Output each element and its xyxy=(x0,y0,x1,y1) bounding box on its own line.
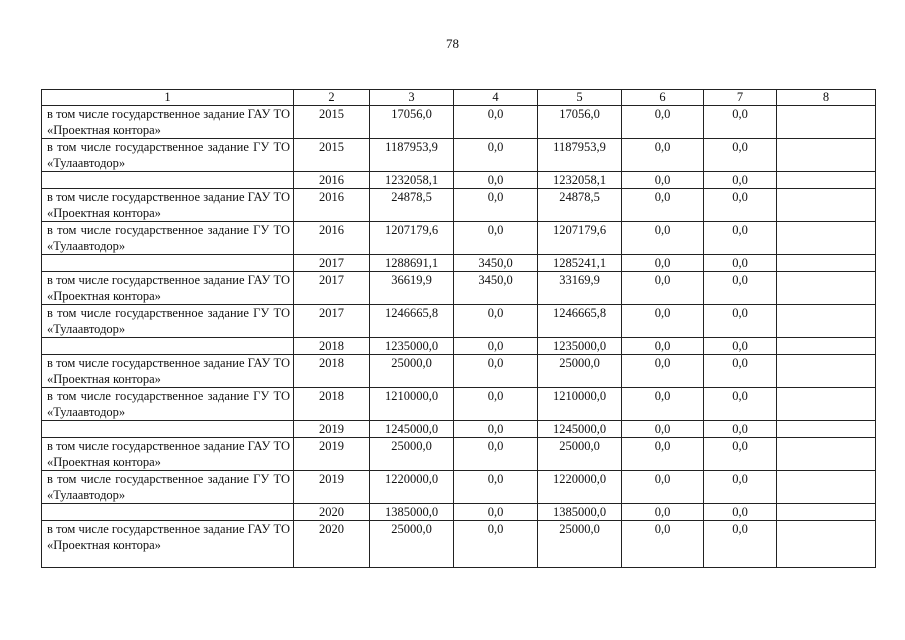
col8-cell xyxy=(777,438,876,471)
col8-cell xyxy=(777,355,876,388)
year-cell: 2018 xyxy=(294,355,370,388)
total-cell: 25000,0 xyxy=(370,521,454,568)
col6-cell: 0,0 xyxy=(622,355,704,388)
table-body xyxy=(42,106,876,568)
col5-cell: 1246665,8 xyxy=(538,305,622,338)
table-row xyxy=(42,305,876,338)
col8-cell xyxy=(777,106,876,139)
year-cell: 2015 xyxy=(294,139,370,172)
col4-cell: 0,0 xyxy=(454,438,538,471)
col8-cell xyxy=(777,139,876,172)
table-row xyxy=(42,521,876,568)
table-row xyxy=(42,338,876,355)
total-cell: 25000,0 xyxy=(370,355,454,388)
col6-cell: 0,0 xyxy=(622,388,704,421)
row-name-cell: в том числе государственное задание ГУ ТО «Тулаавтодор» xyxy=(42,471,294,504)
col5-cell: 25000,0 xyxy=(538,355,622,388)
col5-cell: 25000,0 xyxy=(538,438,622,471)
budget-table xyxy=(41,89,876,568)
col8-cell xyxy=(777,521,876,568)
col8-cell xyxy=(777,255,876,272)
col8-cell xyxy=(777,471,876,504)
col5-cell: 1207179,6 xyxy=(538,222,622,255)
row-name-cell: в том числе государственное задание ГАУ ТО «Проектная контора» xyxy=(42,272,294,305)
row-name-cell: в том числе государственное задание ГУ ТО «Тулаавтодор» xyxy=(42,388,294,421)
col6-cell: 0,0 xyxy=(622,471,704,504)
col6-cell: 0,0 xyxy=(622,272,704,305)
year-cell: 2017 xyxy=(294,255,370,272)
col5-cell: 24878,5 xyxy=(538,189,622,222)
col7-cell: 0,0 xyxy=(704,255,777,272)
col5-cell: 33169,9 xyxy=(538,272,622,305)
col8-cell xyxy=(777,189,876,222)
row-name-cell xyxy=(42,421,294,438)
col7-cell: 0,0 xyxy=(704,388,777,421)
col7-cell: 0,0 xyxy=(704,305,777,338)
table-row xyxy=(42,355,876,388)
column-header: 5 xyxy=(538,90,622,106)
column-header: 1 xyxy=(42,90,294,106)
year-cell: 2017 xyxy=(294,305,370,338)
table-row xyxy=(42,222,876,255)
col4-cell: 3450,0 xyxy=(454,272,538,305)
col5-cell: 25000,0 xyxy=(538,521,622,568)
total-cell: 1187953,9 xyxy=(370,139,454,172)
col7-cell: 0,0 xyxy=(704,338,777,355)
row-name-cell: в том числе государственное задание ГУ ТО «Тулаавтодор» xyxy=(42,305,294,338)
year-cell: 2015 xyxy=(294,106,370,139)
col7-cell: 0,0 xyxy=(704,222,777,255)
col8-cell xyxy=(777,305,876,338)
col4-cell: 0,0 xyxy=(454,222,538,255)
column-header: 6 xyxy=(622,90,704,106)
col6-cell: 0,0 xyxy=(622,305,704,338)
column-header: 4 xyxy=(454,90,538,106)
col5-cell: 1285241,1 xyxy=(538,255,622,272)
total-cell: 1245000,0 xyxy=(370,421,454,438)
col5-cell: 1210000,0 xyxy=(538,388,622,421)
table-row xyxy=(42,504,876,521)
table-row xyxy=(42,106,876,139)
col7-cell: 0,0 xyxy=(704,172,777,189)
row-name-cell xyxy=(42,255,294,272)
year-cell: 2017 xyxy=(294,272,370,305)
col8-cell xyxy=(777,222,876,255)
col4-cell: 0,0 xyxy=(454,355,538,388)
year-cell: 2016 xyxy=(294,222,370,255)
total-cell: 1288691,1 xyxy=(370,255,454,272)
col5-cell: 1220000,0 xyxy=(538,471,622,504)
col4-cell: 0,0 xyxy=(454,338,538,355)
col6-cell: 0,0 xyxy=(622,421,704,438)
col4-cell: 0,0 xyxy=(454,139,538,172)
col6-cell: 0,0 xyxy=(622,338,704,355)
row-name-cell: в том числе государственное задание ГАУ ТО «Проектная контора» xyxy=(42,521,294,568)
col5-cell: 1245000,0 xyxy=(538,421,622,438)
col4-cell: 0,0 xyxy=(454,189,538,222)
col7-cell: 0,0 xyxy=(704,504,777,521)
year-cell: 2019 xyxy=(294,421,370,438)
col5-cell: 1187953,9 xyxy=(538,139,622,172)
table-row xyxy=(42,172,876,189)
year-cell: 2020 xyxy=(294,504,370,521)
year-cell: 2020 xyxy=(294,521,370,568)
col6-cell: 0,0 xyxy=(622,189,704,222)
col4-cell: 0,0 xyxy=(454,305,538,338)
year-cell: 2016 xyxy=(294,189,370,222)
col5-cell: 17056,0 xyxy=(538,106,622,139)
col8-cell xyxy=(777,421,876,438)
row-name-cell xyxy=(42,504,294,521)
year-cell: 2016 xyxy=(294,172,370,189)
table-row xyxy=(42,471,876,504)
year-cell: 2018 xyxy=(294,338,370,355)
total-cell: 1207179,6 xyxy=(370,222,454,255)
column-header: 7 xyxy=(704,90,777,106)
col6-cell: 0,0 xyxy=(622,106,704,139)
col7-cell: 0,0 xyxy=(704,471,777,504)
col4-cell: 3450,0 xyxy=(454,255,538,272)
year-cell: 2019 xyxy=(294,438,370,471)
col5-cell: 1232058,1 xyxy=(538,172,622,189)
column-header: 3 xyxy=(370,90,454,106)
col4-cell: 0,0 xyxy=(454,504,538,521)
col8-cell xyxy=(777,172,876,189)
col8-cell xyxy=(777,504,876,521)
col7-cell: 0,0 xyxy=(704,421,777,438)
col4-cell: 0,0 xyxy=(454,106,538,139)
table-row xyxy=(42,255,876,272)
col8-cell xyxy=(777,272,876,305)
table-row xyxy=(42,272,876,305)
col7-cell: 0,0 xyxy=(704,355,777,388)
total-cell: 17056,0 xyxy=(370,106,454,139)
total-cell: 1210000,0 xyxy=(370,388,454,421)
col4-cell: 0,0 xyxy=(454,471,538,504)
table-row xyxy=(42,139,876,172)
col6-cell: 0,0 xyxy=(622,139,704,172)
col4-cell: 0,0 xyxy=(454,388,538,421)
row-name-cell: в том числе государственное задание ГУ ТО «Тулаавтодор» xyxy=(42,139,294,172)
col4-cell: 0,0 xyxy=(454,521,538,568)
col7-cell: 0,0 xyxy=(704,438,777,471)
total-cell: 24878,5 xyxy=(370,189,454,222)
total-cell: 1246665,8 xyxy=(370,305,454,338)
table-row xyxy=(42,421,876,438)
year-cell: 2018 xyxy=(294,388,370,421)
col7-cell: 0,0 xyxy=(704,139,777,172)
year-cell: 2019 xyxy=(294,471,370,504)
col7-cell: 0,0 xyxy=(704,521,777,568)
total-cell: 1385000,0 xyxy=(370,504,454,521)
col7-cell: 0,0 xyxy=(704,106,777,139)
total-cell: 1220000,0 xyxy=(370,471,454,504)
row-name-cell: в том числе государственное задание ГУ ТО «Тулаавтодор» xyxy=(42,222,294,255)
total-cell: 1232058,1 xyxy=(370,172,454,189)
col6-cell: 0,0 xyxy=(622,521,704,568)
table-row xyxy=(42,388,876,421)
col6-cell: 0,0 xyxy=(622,222,704,255)
col8-cell xyxy=(777,388,876,421)
col5-cell: 1235000,0 xyxy=(538,338,622,355)
row-name-cell xyxy=(42,338,294,355)
col6-cell: 0,0 xyxy=(622,172,704,189)
col6-cell: 0,0 xyxy=(622,255,704,272)
row-name-cell: в том числе государственное задание ГАУ ТО «Проектная контора» xyxy=(42,189,294,222)
table-row xyxy=(42,189,876,222)
col4-cell: 0,0 xyxy=(454,172,538,189)
total-cell: 1235000,0 xyxy=(370,338,454,355)
col7-cell: 0,0 xyxy=(704,189,777,222)
row-name-cell: в том числе государственное задание ГАУ ТО «Проектная контора» xyxy=(42,355,294,388)
col4-cell: 0,0 xyxy=(454,421,538,438)
row-name-cell: в том числе государственное задание ГАУ ТО «Проектная контора» xyxy=(42,106,294,139)
total-cell: 25000,0 xyxy=(370,438,454,471)
page-number: 78 xyxy=(446,36,459,51)
col6-cell: 0,0 xyxy=(622,504,704,521)
row-name-cell: в том числе государственное задание ГАУ ТО «Проектная контора» xyxy=(42,438,294,471)
col8-cell xyxy=(777,338,876,355)
col7-cell: 0,0 xyxy=(704,272,777,305)
column-header: 2 xyxy=(294,90,370,106)
column-number-row xyxy=(42,90,876,106)
total-cell: 36619,9 xyxy=(370,272,454,305)
col5-cell: 1385000,0 xyxy=(538,504,622,521)
column-header: 8 xyxy=(777,90,876,106)
table-row xyxy=(42,438,876,471)
col6-cell: 0,0 xyxy=(622,438,704,471)
row-name-cell xyxy=(42,172,294,189)
